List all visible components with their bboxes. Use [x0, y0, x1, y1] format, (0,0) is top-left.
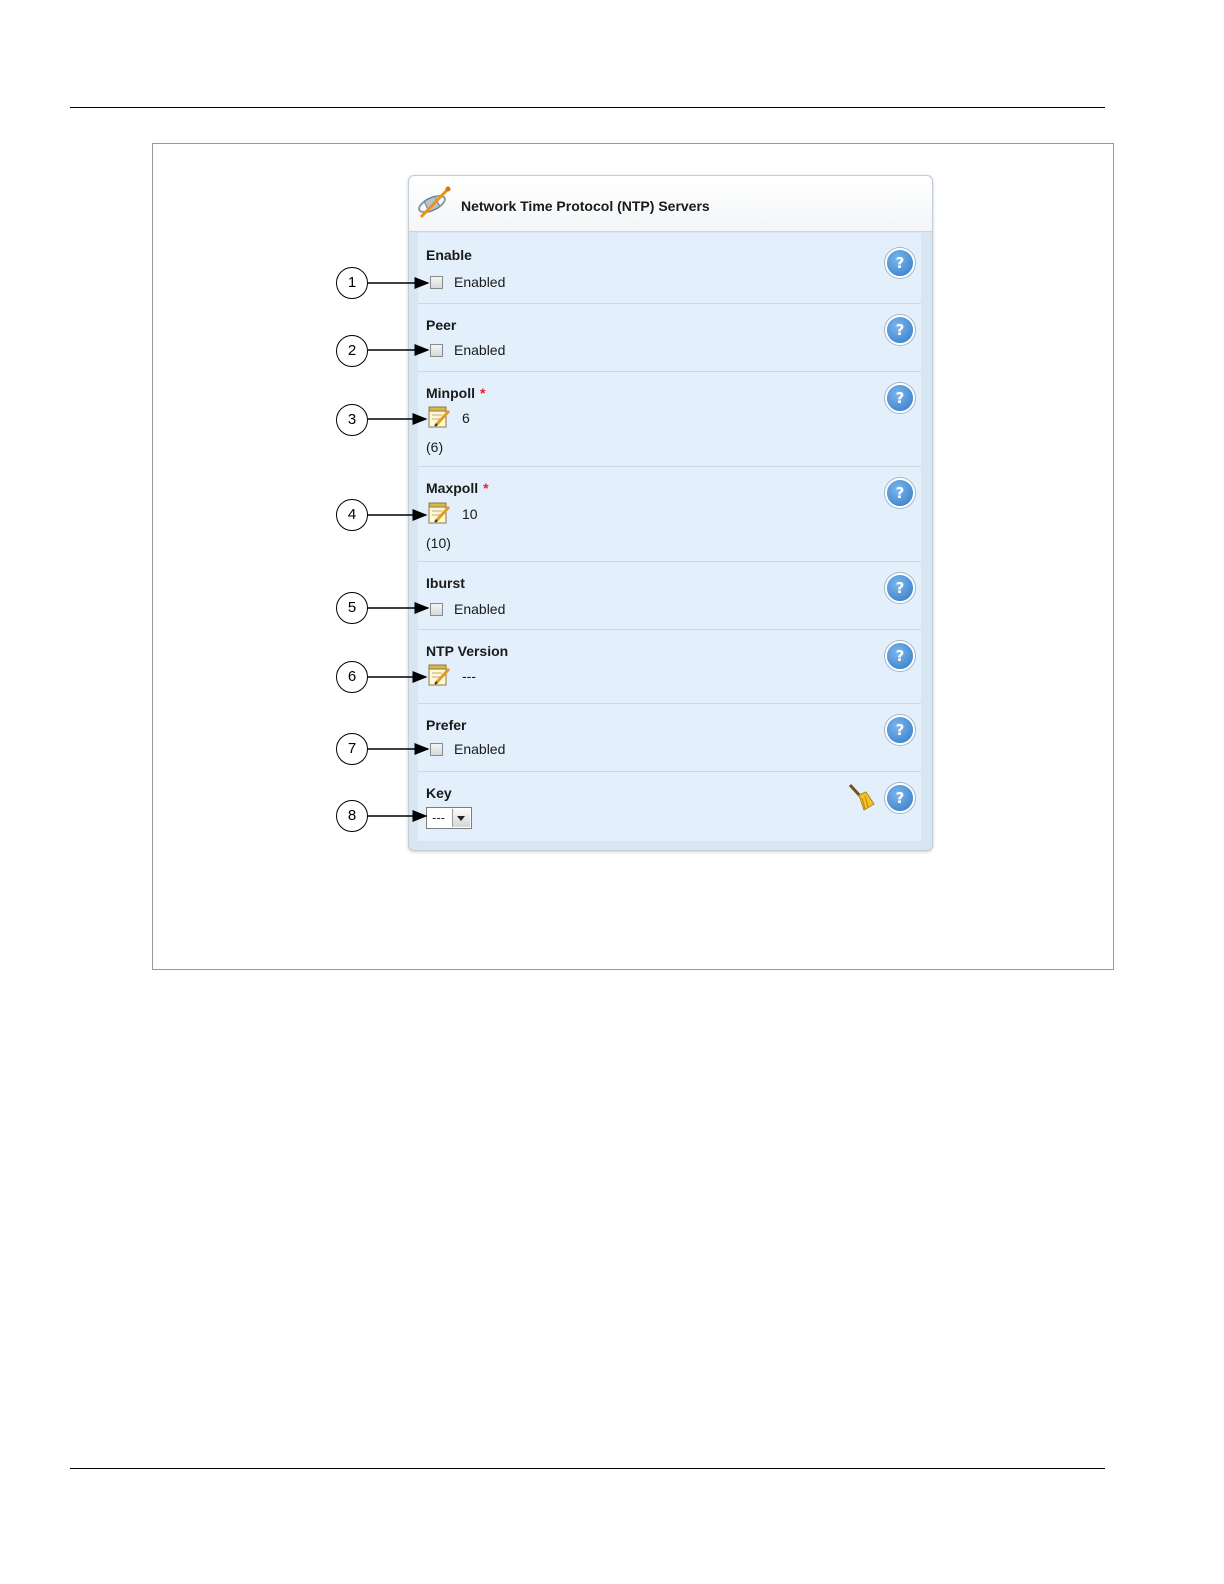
peer-checkbox-label: Enabled: [454, 342, 506, 358]
field-label-prefer: Prefer: [426, 717, 467, 733]
callout-6: 6: [336, 661, 368, 693]
page-bottom-rule: [70, 1468, 1105, 1469]
maxpoll-label-text: Maxpoll: [426, 480, 479, 496]
key-select-value: ---: [432, 810, 445, 825]
prefer-checkbox-label: Enabled: [454, 741, 506, 757]
minpoll-value: 6: [462, 410, 470, 426]
maxpoll-value: 10: [462, 506, 478, 522]
ntp-version-value: ---: [462, 668, 476, 684]
callout-3: 3: [336, 404, 368, 436]
required-marker: *: [483, 480, 489, 496]
help-icon[interactable]: ?: [885, 383, 915, 413]
field-label-iburst: Iburst: [426, 575, 465, 591]
field-label-peer: Peer: [426, 317, 457, 333]
minpoll-default: (6): [426, 439, 444, 455]
required-marker: *: [480, 385, 486, 401]
iburst-checkbox-label: Enabled: [454, 601, 506, 617]
callout-2: 2: [336, 335, 368, 367]
callout-5: 5: [336, 592, 368, 624]
field-label-enable: Enable: [426, 247, 472, 263]
callout-7: 7: [336, 733, 368, 765]
help-icon[interactable]: ?: [885, 783, 915, 813]
callout-4: 4: [336, 499, 368, 531]
help-icon[interactable]: ?: [885, 478, 915, 508]
minpoll-label-text: Minpoll: [426, 385, 475, 401]
field-label-ntp-version: NTP Version: [426, 643, 509, 659]
field-label-key: Key: [426, 785, 452, 801]
help-icon[interactable]: ?: [885, 248, 915, 278]
enable-checkbox-label: Enabled: [454, 274, 506, 290]
help-icon[interactable]: ?: [885, 715, 915, 745]
help-icon[interactable]: ?: [885, 641, 915, 671]
callout-8: 8: [336, 800, 368, 832]
callout-1: 1: [336, 267, 368, 299]
help-icon[interactable]: ?: [885, 315, 915, 345]
maxpoll-default: (10): [426, 535, 451, 551]
panel-title: Network Time Protocol (NTP) Servers: [461, 198, 710, 214]
help-icon[interactable]: ?: [885, 573, 915, 603]
